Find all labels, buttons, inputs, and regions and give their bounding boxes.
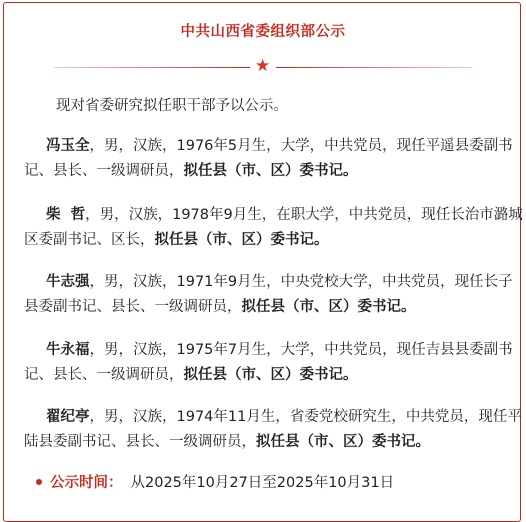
candidate-name: 冯玉全 xyxy=(46,138,90,154)
divider-line-left xyxy=(54,67,250,68)
publicity-value: 从2025年10月27日至2025年10月31日 xyxy=(130,475,395,491)
candidate-line-1 xyxy=(24,134,513,159)
candidate-line-1 xyxy=(24,338,513,363)
candidate-line-2 xyxy=(24,228,510,253)
publicity-label: 公示时间： xyxy=(50,475,123,491)
candidate-name: 翟纪亭 xyxy=(46,409,90,425)
candidate-line-2 xyxy=(24,295,510,320)
candidate-appointment: 拟任县（市、区）委书记。 xyxy=(256,434,430,450)
candidate-paragraph xyxy=(24,134,513,184)
divider-line-right xyxy=(276,67,472,68)
candidate-paragraph xyxy=(24,338,513,388)
publicity-period xyxy=(36,473,394,493)
candidate-line-2 xyxy=(24,159,510,184)
candidate-name: 柴 哲 xyxy=(46,207,86,223)
candidate-appointment: 拟任县（市、区）委书记。 xyxy=(241,299,416,315)
intro-text: 现对省委研究拟任职干部予以公示。 xyxy=(56,98,288,114)
candidate-position: 陆县委副书记、县长、一级调研员， xyxy=(24,434,256,450)
candidate-name: 牛志强 xyxy=(46,274,90,290)
candidate-details: ，男，汉族，1976年5月生，大学，中共党员，现任平遥县委副书 xyxy=(89,138,513,154)
candidate-position: 县委副书记、县长、一级调研员， xyxy=(24,299,242,315)
candidate-position: 区委副书记、区长， xyxy=(24,232,155,248)
candidate-paragraph xyxy=(24,405,522,455)
page-title: 中共山西省委组织部公示 xyxy=(180,24,346,40)
candidate-line-1 xyxy=(24,405,522,430)
candidate-appointment: 拟任县（市、区）委书记。 xyxy=(154,232,329,248)
candidate-details: ，男，汉族，1975年7月生，大学，中共党员，现任吉县县委副书 xyxy=(89,342,513,358)
candidate-details: ，男，汉族，1974年11月生，省委党校研究生，中共党员，现任平 xyxy=(89,409,522,425)
candidate-line-2 xyxy=(24,430,510,455)
candidate-line-1 xyxy=(24,203,523,228)
candidate-details: ，男，汉族，1971年9月生，中央党校大学，中共党员，现任长子 xyxy=(89,274,513,290)
bullet-icon xyxy=(36,479,42,485)
candidate-name: 牛永福 xyxy=(46,342,90,358)
candidate-appointment: 拟任县（市、区）委书记。 xyxy=(183,367,358,383)
star-icon: ★ xyxy=(255,56,271,76)
candidate-paragraph xyxy=(24,270,513,320)
title-divider xyxy=(54,56,472,76)
candidate-paragraph xyxy=(24,203,523,253)
candidate-appointment: 拟任县（市、区）委书记。 xyxy=(183,163,358,179)
candidate-details: ，男，汉族，1978年9月生，在职大学，中共党员，现任长治市潞城 xyxy=(85,207,523,223)
candidate-position: 记、县长、一级调研员， xyxy=(24,163,184,179)
candidate-line-1 xyxy=(24,270,513,295)
candidate-position: 记、县长、一级调研员， xyxy=(24,367,184,383)
candidate-line-2 xyxy=(24,363,510,388)
